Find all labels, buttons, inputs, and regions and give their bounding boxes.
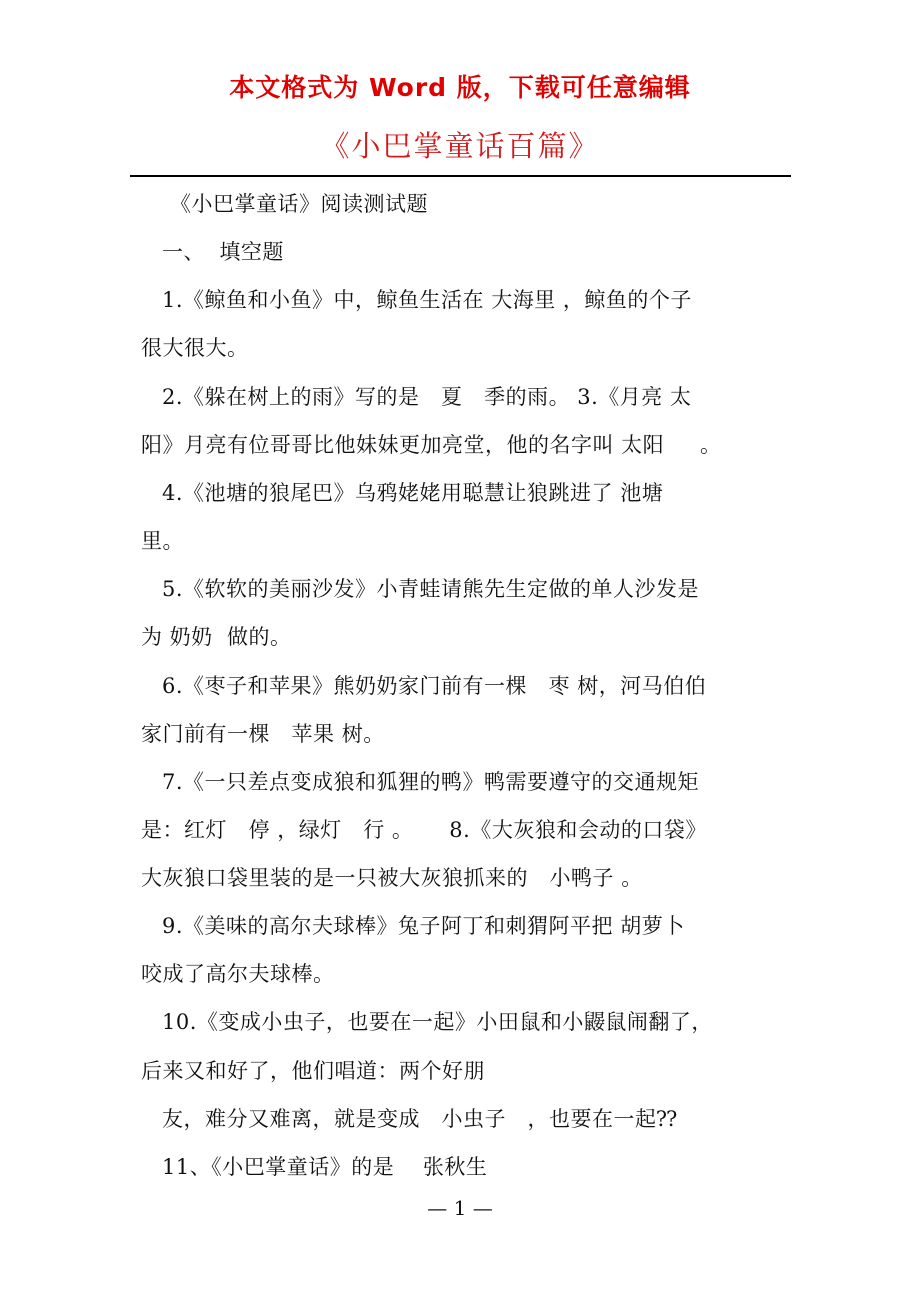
question-line: 家门前有一棵 苹果 树。 <box>141 722 385 746</box>
question-line: 咬成了高尔夫球棒。 <box>141 962 335 986</box>
question-line: 很大很大。 <box>141 336 249 360</box>
question-line: 6.《枣子和苹果》熊奶奶家门前有一棵 枣 树，河马伯伯 <box>162 674 707 698</box>
quiz-heading: 《小巴掌童话》阅读测试题 <box>170 192 428 216</box>
question-line: 是：红灯 停 ，绿灯 行 。 8.《大灰狼和会动的口袋》 <box>141 818 707 842</box>
question-line: 2.《躲在树上的雨》写的是 夏 季的雨。 3.《月亮 太 <box>162 385 692 409</box>
page-number: — 1 — <box>427 1196 493 1220</box>
question-line: 后来又和好了，他们唱道：两个好朋 <box>141 1059 485 1083</box>
question-line: 9.《美味的高尔夫球棒》兔子阿丁和刺猬阿平把 胡萝卜 <box>162 914 685 938</box>
question-line: 11、《小巴掌童话》的是 张秋生 <box>162 1155 488 1179</box>
section-heading: 一、 填空题 <box>162 240 284 264</box>
question-line: 5.《软软的美丽沙发》小青蛙请熊先生定做的单人沙发是 <box>162 577 700 601</box>
format-notice-banner: 本文格式为 Word 版，下载可任意编辑 <box>229 73 691 102</box>
title-divider <box>130 175 791 177</box>
question-line: 10.《变成小虫子，也要在一起》小田鼠和小鼹鼠闹翻了， <box>162 1010 713 1034</box>
question-line: 为 奶奶 做的。 <box>141 625 292 649</box>
question-line: 7.《一只差点变成狼和狐狸的鸭》鸭需要遵守的交通规矩 <box>162 770 700 794</box>
question-line: 友，难分又难离，就是变成 小虫子 ，也要在一起⁇ <box>162 1107 678 1131</box>
question-line: 1.《鲸鱼和小鱼》中，鲸鱼生活在 大海里 ，鲸鱼的个子 <box>162 288 692 312</box>
document-title: 《小巴掌童话百篇》 <box>320 129 600 163</box>
question-line: 4.《池塘的狼尾巴》乌鸦姥姥用聪慧让狼跳进了 池塘 <box>162 481 664 505</box>
question-line: 大灰狼口袋里装的是一只被大灰狼抓来的 小鸭子 。 <box>141 866 643 890</box>
question-line: 阳》月亮有位哥哥比他妹妹更加亮堂，他的名字叫 太阳 。 <box>141 433 722 457</box>
question-line: 里。 <box>141 529 184 553</box>
